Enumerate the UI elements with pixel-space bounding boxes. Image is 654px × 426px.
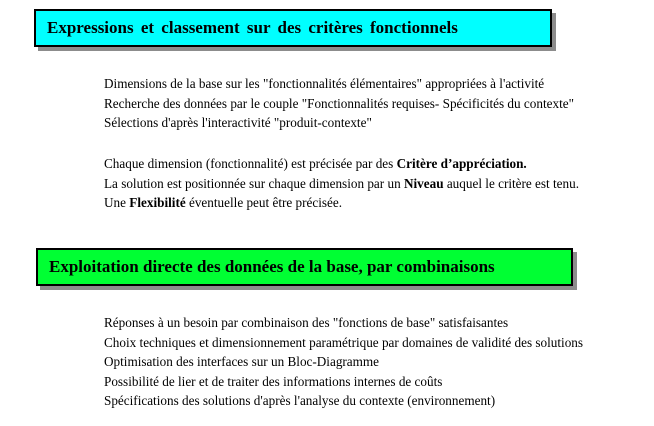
detail-line-criterion — [104, 154, 579, 174]
section-2-item: Possibilité de lier et de traiter des informations internes de coûts — [104, 373, 443, 389]
section-2-item: Spécifications des solutions d'après l'analyse du contexte (environnement) — [104, 393, 496, 409]
section-2-item: Réponses à un besoin par combinaison des "fonctions de base" satisfaisantes — [104, 315, 509, 330]
section-1-item: Sélections d'après l'interactivité "produit-contexte" — [104, 115, 372, 131]
detail-line-level — [104, 174, 579, 194]
detail-text: éventuelle peut être précisée. — [185, 195, 343, 211]
detail-keyword-flexibility: Flexibilité — [129, 195, 186, 211]
detail-text: La solution est positionnée sur chaque dimension par un — [104, 175, 404, 191]
section-1-item: Dimensions de la base sur les "fonctionnalités élémentaires" appropriées à l'activité — [104, 76, 545, 91]
detail-keyword-level: Niveau — [403, 175, 444, 191]
detail-line-flexibility — [104, 193, 579, 213]
section-1-details — [104, 154, 579, 213]
section-2-title-banner — [36, 248, 573, 286]
section-1-list — [104, 74, 574, 133]
section-2-item: Choix techniques et dimensionnement paramétrique par domaines de validité des solutions — [104, 334, 584, 350]
detail-text: Une — [104, 195, 130, 211]
section-2-item: Optimisation des interfaces sur un Bloc-Diagramme — [104, 354, 380, 370]
detail-keyword-criterion: Critère d’appréciation. — [396, 156, 527, 171]
section-1-title-banner — [34, 9, 552, 47]
section-1-item: Recherche des données par le couple "Fonctionnalités requises- Spécificités du contexte" — [104, 95, 574, 111]
detail-text: auquel le critère est tenu. — [443, 175, 580, 191]
section-2-title: Exploitation directe des données de la base, par combinaisons — [49, 257, 495, 276]
section-1-title: Expressions et classement sur des critères fonctionnels — [47, 18, 458, 37]
detail-text: Chaque dimension (fonctionnalité) est précisée par des — [104, 156, 397, 171]
section-2-list — [104, 313, 583, 411]
